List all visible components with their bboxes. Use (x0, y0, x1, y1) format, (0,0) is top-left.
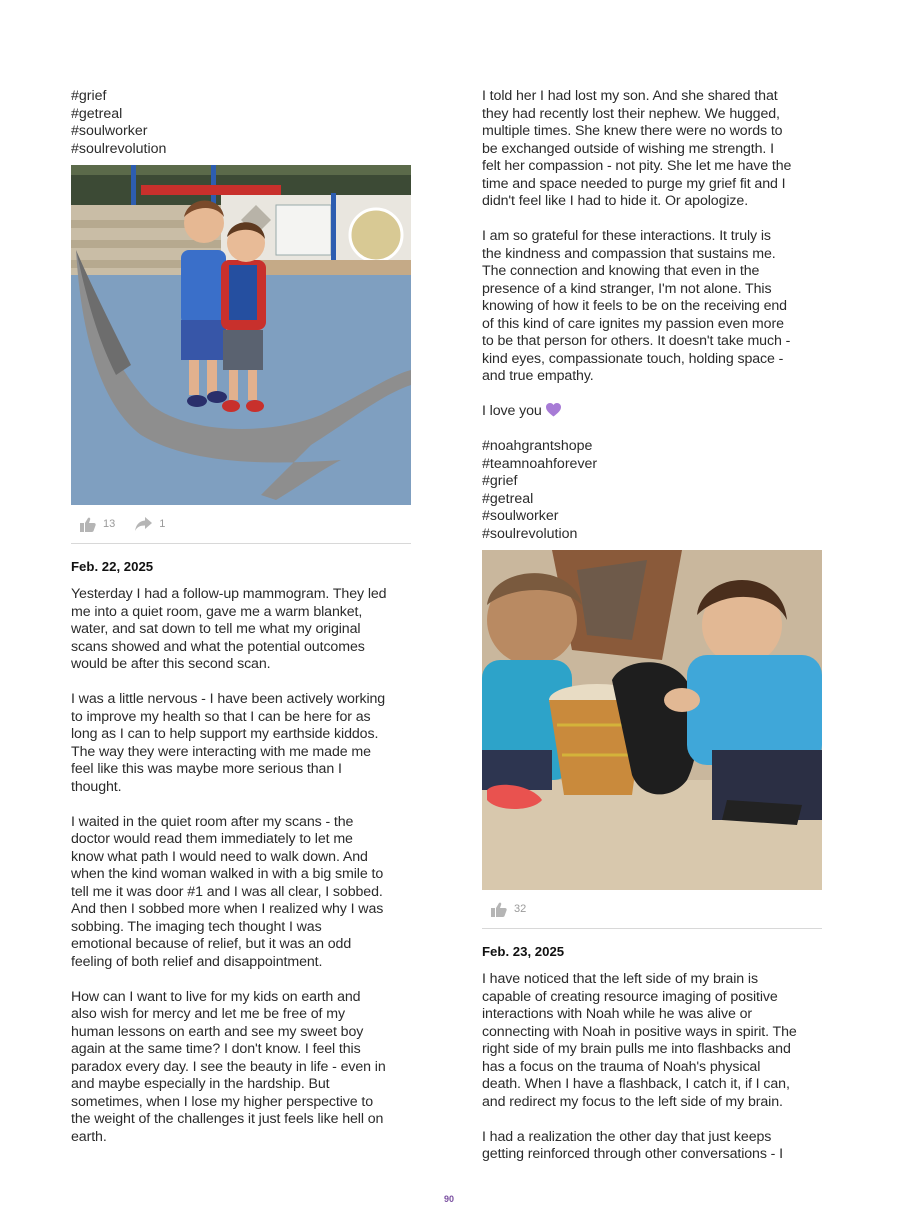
thumbs-up-icon (80, 517, 96, 532)
post-paragraph: I had a realization the other day that just keeps getting reinforced through other conversations - I (482, 1128, 783, 1162)
post-date: Feb. 22, 2025 (71, 559, 154, 574)
photo-reactions (71, 505, 411, 544)
share-arrow-icon (135, 517, 152, 531)
boys-drum-photo[interactable] (482, 550, 822, 890)
right-column (482, 88, 822, 1181)
hashtag[interactable]: #getreal (71, 105, 123, 122)
post-paragraph: I am so grateful for these interactions. It truly is the kindness and compassion that sustains me. The connection and knowing that even in the presence of a kind stranger, I'm not alone. This knowing of how it feels to be on the receiving end of this kind of care ignites my passion even more to be that person for others. It doesn't take much - kind eyes, compassionate touch, holding space - and true empathy. (482, 228, 791, 384)
hashtag[interactable]: #teamnoahforever (482, 455, 598, 472)
hashtag[interactable]: #soulworker (71, 123, 148, 139)
love-text: I love you (482, 403, 542, 419)
hashtag[interactable]: #getreal (482, 490, 534, 507)
hashtag[interactable]: #noahgrantshope (482, 438, 593, 454)
post-paragraph: I told her I had lost my son. And she shared that they had recently lost their nephew. We hugged, multiple times. She knew there were no words to be exchanged outside of wishing me strength. I felt her compassion - not pity. She let me have the time and space needed to purge my grief fit and I didn't feel like I had to hide it. Or apologize. (482, 88, 792, 209)
thumbs-up-icon (491, 902, 507, 917)
hashtag-list (71, 88, 411, 158)
page-number: 90 (443, 1194, 454, 1204)
hashtag-list (482, 438, 822, 543)
post-paragraph: I was a little nervous - I have been actively working to improve my health so that I can be here for as long as I can to help support my earthside kiddos. The way they were interacting with me made me feel like this was maybe more serious than I thought. (71, 691, 386, 795)
hashtag[interactable]: #soulrevolution (71, 140, 167, 157)
like-reaction[interactable] (491, 902, 526, 917)
love-line (482, 403, 822, 421)
like-reaction[interactable] (80, 517, 115, 532)
left-column (71, 88, 411, 1164)
post-paragraph: I waited in the quiet room after my scans - the doctor would read them immediately to let me know what path I would need to walk down. And when the kind woman walked in with a big smile to tell me it was door #1 and I was all clear, I sobbed. And then I sobbed more when I realized why I was sobbing. The imaging tech thought I was emotional because of relief, but it was an odd feeling of both relief and disappointment. (71, 813, 384, 970)
hashtag[interactable]: #grief (482, 473, 518, 489)
post-date: Feb. 23, 2025 (482, 944, 565, 959)
playground-dolphin-photo[interactable] (71, 165, 411, 505)
hashtag[interactable]: #soulrevolution (482, 525, 578, 542)
hashtag[interactable]: #grief (71, 88, 107, 104)
share-reaction[interactable] (135, 517, 165, 531)
like-count: 13 (103, 518, 116, 530)
hashtag[interactable]: #soulworker (482, 508, 559, 524)
post-paragraph: I have noticed that the left side of my brain is capable of creating resource imaging of positive interactions with Noah while he was alive or connecting with Noah in positive ways in spirit. The right side of my brain pulls me into flashbacks and has a focus on the trauma of Noah's physical death. When I have a flashback, I catch it, if I can, and redirect my focus to the left side of my brain. (482, 971, 797, 1110)
post-paragraph: How can I want to live for my kids on earth and also wish for mercy and let me be free of my human lessons on earth and see my sweet boy again at the same time? I don't know. I feel this paradox every day. I see the beauty in life - even in and maybe especially in the hardship. But sometimes, when I lose my higher perspective to the weight of the challenges it just feels like hell on earth. (71, 988, 386, 1145)
share-count: 1 (159, 518, 166, 530)
post-paragraph: Yesterday I had a follow-up mammogram. They led me into a quiet room, gave me a warm blanket, water, and sat down to tell me what my original scans showed and what the potential outcomes would be after this second scan. (71, 586, 387, 672)
purple-heart-icon (546, 403, 561, 417)
like-count: 32 (514, 903, 527, 915)
photo-reactions (482, 890, 822, 929)
